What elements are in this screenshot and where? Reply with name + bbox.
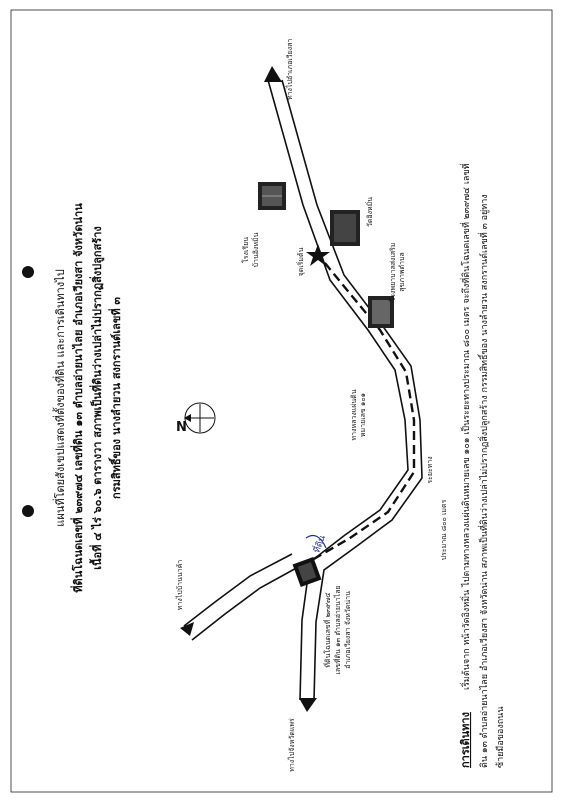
title-line-3: เนื้อที่ ๔ ไร่ ๖๐.๖ ตารางวา สภาพเป็นที่ดินว่างเปล่าไม่ปรากฏสิ่งปลูกสร้าง <box>91 226 104 570</box>
label-school: โรงเรียน <box>242 237 250 263</box>
directions-line-3: ซ้ายมือของถนน <box>496 706 506 768</box>
label-land-2: เลขที่ดิน ๑๓ ตำบลอ่ายนาไลย <box>334 585 342 675</box>
label-to-viangsa: ทางไปอำเภอเวียงสา <box>286 38 294 100</box>
title-line-2: ที่ดินโฉนดเลขที่ ๒๓๙๗๔ เลขที่ดิน ๑๓ ตำบลอ่ายนาไลย อำเภอเวียงสา จังหวัดน่าน <box>72 203 85 593</box>
title-line-4: กรมสิทธิ์ของ นางลำยวน สงกรานต์เลขที่ ๓ <box>110 297 123 499</box>
north-label: N <box>176 420 187 435</box>
label-to-nan: ทางไปจังหวัดแพร่ <box>288 718 296 772</box>
temple-building-icon <box>330 210 360 246</box>
start-point-star-icon <box>306 244 330 266</box>
label-start-point: จุดเริ่มต้น <box>297 247 305 277</box>
land-plot-icon <box>293 557 322 587</box>
label-to-ban-nakha: ทางไปบ้านนาค้า <box>176 559 184 611</box>
branch-road-edge-1 <box>192 566 300 640</box>
label-clinic-1: โรงพยาบาลส่งเสริม <box>389 242 397 302</box>
school-building-icon <box>258 182 286 210</box>
label-land-3: อำเภอเวียงสา จังหวัดน่าน <box>344 591 352 669</box>
branch-road-edge-2 <box>184 554 292 626</box>
directions-heading: การเดินทาง <box>459 712 472 768</box>
label-distance-1: ระยะทาง <box>426 456 434 484</box>
label-temple: วัดอิงหมิ่น <box>366 196 374 228</box>
north-arrow-icon <box>184 403 215 433</box>
label-clinic-2: สุขภาพตำบล <box>398 252 406 292</box>
label-school-village: บ้านอิงหมิ่น <box>252 232 260 268</box>
label-distance-2: ประมาณ ๘๐๐ เมตร <box>440 499 448 561</box>
binder-hole-bottom <box>22 505 34 517</box>
label-highway-1: ทางหลวงแผ่นดิน <box>350 389 358 441</box>
label-highway-2: หมายเลข ๑๐๑ <box>359 392 367 438</box>
arrow-to-nan <box>299 698 317 712</box>
directions-line-1: เริ่มต้นจาก หน้าวัดอิงหมิ่น ไปตามทางหลวงแผ่นดินหมายเลข ๑๐๑ เป็นระยะทางประมาณ ๘๐๐ เมตร จะถึงที่ดินโฉนดเลขที่ ๒๓๙๗๔ เลขที่ <box>462 163 472 690</box>
directions-line-2: ดิน ๑๓ ตำบลอ่ายนาไลย อำเภอเวียงสา จังหวัดน่าน สภาพเป็นที่ดินว่างเปล่าไม่ปรากฏสิ่งปลูกสร้าง กรรมสิทธิ์ของ นางลำยวน สงกรานต์เลขที่ ๓ อยู่ทาง <box>480 194 490 768</box>
arrow-to-viangsa <box>264 66 282 82</box>
title-line-1: แผนที่โดยสังเขปแสดงที่ตั้งของที่ดิน และการเดินทางไป <box>54 269 67 527</box>
handwritten-land-note: ที่ดิน <box>312 534 328 555</box>
binder-hole-top <box>22 266 34 278</box>
label-land-1: ที่ดินโฉนดเลขที่ ๒๓๙๗๔ <box>324 592 332 668</box>
